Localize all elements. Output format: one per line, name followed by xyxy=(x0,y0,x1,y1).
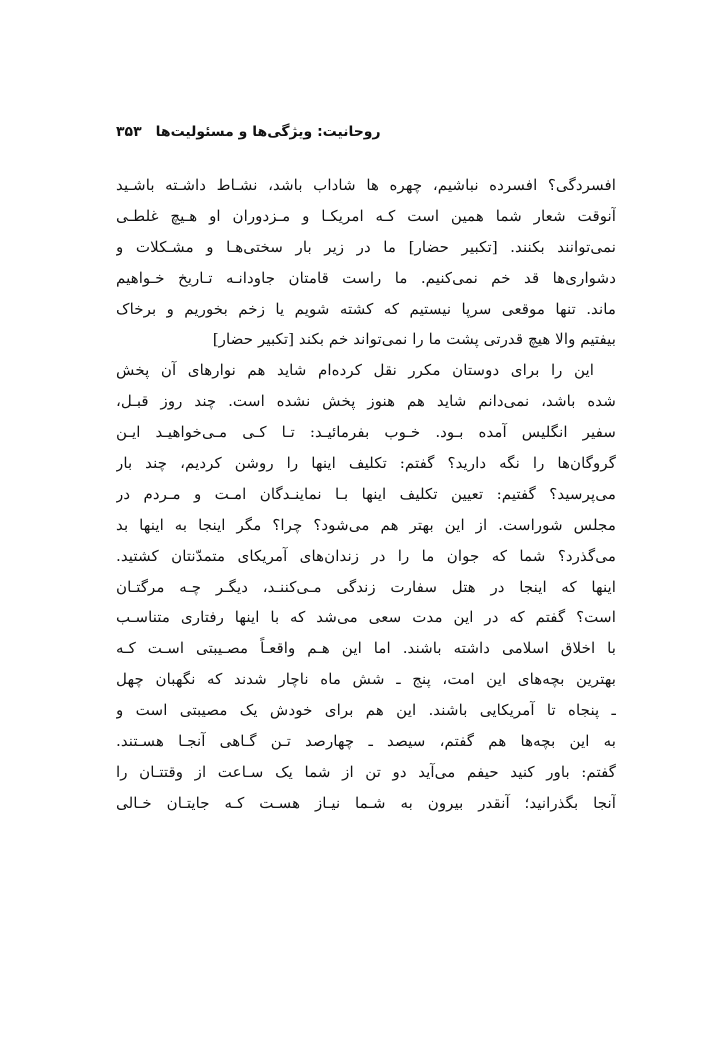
text-line: می‌گذرد؟ شما که جوان ما را در زندان‌های آمریکای متمدّنتان کشتید. xyxy=(116,546,616,565)
text-line: ماند. تنها موقعی سرپا نیستیم که کشته شویم یا زخم بخوریم و برخاک xyxy=(116,299,616,318)
text-line: سفیر انگلیس آمده بـود. خـوب بفرمائیـد: تـا کـی مـی‌خواهیـد ایـن xyxy=(116,423,616,442)
text-line: آنوقت شعار شما همین است کـه امریکـا و مـزدوران او هـیچ غلطـی xyxy=(116,206,616,225)
text-line: این را برای دوستان مکرر نقل کرده‌ام شاید هم نوارهای آن پخش xyxy=(116,361,594,380)
text-line: بهترین بچه‌های این امت، پنج ـ شش ماه ناچار شدند که نگهبان چهل xyxy=(116,670,616,689)
text-line: گفتم: باور کنید حیفم می‌آید دو تن از شما یک سـاعت از وقتتـان را xyxy=(116,762,616,781)
body-text xyxy=(116,170,616,819)
text-line: می‌پرسید؟ گفتیم: تعیین تکلیف اینها بـا نماینـدگان امـت و مـردم در xyxy=(116,484,616,503)
text-line: است؟ گفتم که در این مدت سعی می‌شد که با اینها رفتاری متناسـب xyxy=(116,608,616,627)
text-line: به این بچه‌ها هم گفتم، سیصد ـ چهارصد تـن گـاهی آنجـا هسـتند. xyxy=(116,732,616,751)
text-line: شده باشد، نمی‌دانم شاید هم هنوز پخش نشده است. چند روز قبـل، xyxy=(116,392,616,411)
text-line: آنجا بگذرانید؛ آنقدر بیرون به شـما نیـاز هسـت کـه جایتـان خـالی xyxy=(116,793,616,812)
text-line: نمی‌توانند بکنند. [تکبیر حضار] ما در زیر بار سختی‌هـا و مشـکلات و xyxy=(116,237,616,256)
running-header xyxy=(116,120,616,144)
text-line: افسردگی؟ افسرده نباشیم، چهره ها شاداب باشد، نشـاط داشـته باشـید xyxy=(116,176,616,194)
text-line: دشواری‌ها قد خم نمی‌کنیم. ما راست قامتان جاودانـه تـاریخ خـواهیم xyxy=(116,268,616,287)
text-line: گروگان‌ها را نگه دارید؟ گفتم: تکلیف اینها را روشن کردیم، چند بار xyxy=(116,454,616,473)
page-number: ۳۵۳ xyxy=(116,124,142,140)
header-title: روحانیت: ویژگی‌ها و مسئولیت‌ها xyxy=(155,124,381,140)
text-line: بیفتیم والا هیچ قدرتی پشت ما را نمی‌تواند خم بکند [تکبیر حضار] xyxy=(212,330,616,349)
text-line: ـ پنجاه تا آمریکایی باشند. این هم برای خودش یک مصیبتی است و xyxy=(116,701,616,720)
text-line: با اخلاق اسلامی داشته باشند. اما این هـم واقعـاً مصـیبتی اسـت کـه xyxy=(116,639,616,658)
text-line: اینها که اینجا در هتل سفارت زندگی مـی‌کننـد، دیگـر چـه مرگتـان xyxy=(116,577,616,596)
text-line: مجلس شوراست. از این بهتر هم می‌شود؟ چرا؟ مگر اینجا به اینها بد xyxy=(116,515,616,534)
